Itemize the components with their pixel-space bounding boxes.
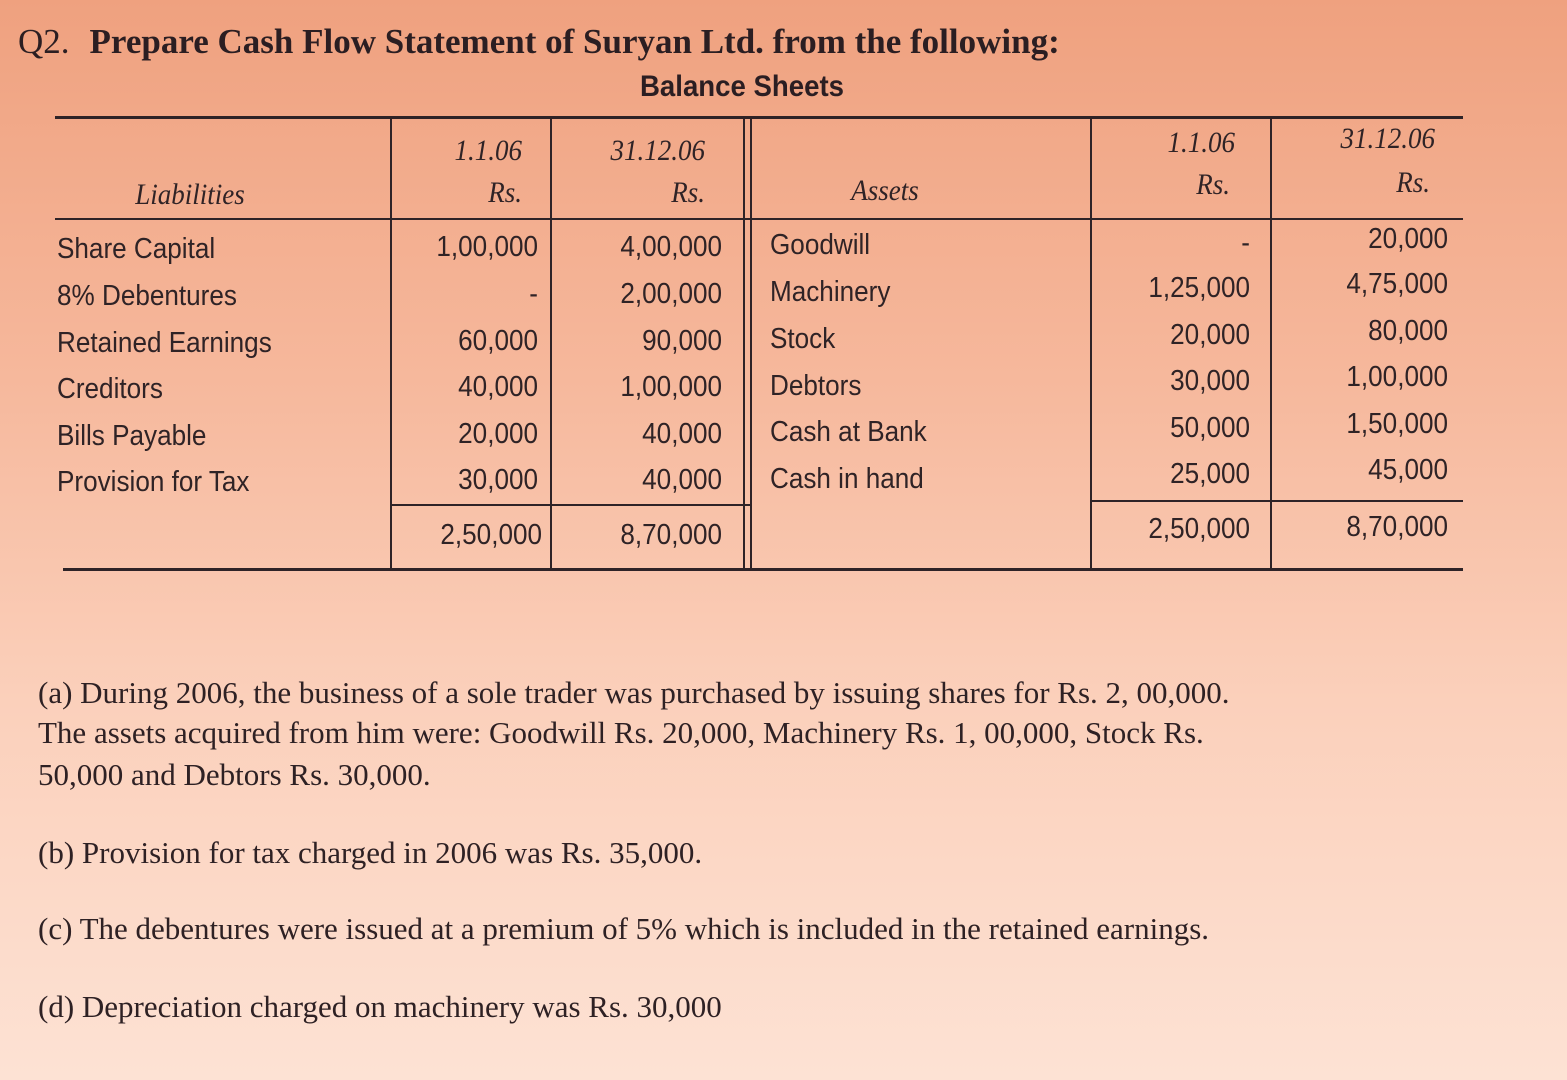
question-title bbox=[18, 22, 1060, 62]
balance-sheet-heading: Balance Sheets bbox=[640, 70, 845, 103]
question-number: Q2. bbox=[18, 22, 70, 61]
col-divider-4 bbox=[1090, 118, 1092, 570]
asset-v2-cash-hand: 45,000 bbox=[1368, 454, 1448, 486]
liab-col2-unit: Rs. bbox=[671, 176, 705, 209]
asset-v1-stock: 20,000 bbox=[1170, 319, 1250, 351]
asset-col1-date: 1.1.06 bbox=[1167, 126, 1235, 159]
liab-total-v1: 2,50,000 bbox=[440, 519, 542, 551]
note-b: (b) Provision for tax charged in 2006 was Rs. 35,000. bbox=[38, 835, 703, 870]
liabilities-header: Liabilities bbox=[135, 178, 245, 211]
asset-v1-machinery: 1,25,000 bbox=[1148, 272, 1250, 304]
asset-v1-debtors: 30,000 bbox=[1170, 365, 1250, 397]
asset-total-v2: 8,70,000 bbox=[1346, 511, 1448, 543]
asset-v2-goodwill: 20,000 bbox=[1368, 223, 1448, 255]
liab-total-v2: 8,70,000 bbox=[620, 519, 722, 551]
asset-v2-debtors: 1,00,000 bbox=[1346, 361, 1448, 393]
table-bottom-rule bbox=[63, 568, 1463, 571]
liab-v1-share-capital: 1,00,000 bbox=[436, 231, 538, 263]
asset-total-v1: 2,50,000 bbox=[1148, 513, 1250, 545]
note-d: (d) Depreciation charged on machinery was Rs. 30,000 bbox=[38, 989, 722, 1024]
liab-name-bills-payable: Bills Payable bbox=[57, 420, 207, 452]
col-divider-3a bbox=[743, 118, 745, 570]
asset-v2-cash-bank: 1,50,000 bbox=[1346, 408, 1448, 440]
header-rule bbox=[55, 218, 1463, 220]
balance-sheet-table bbox=[55, 102, 1463, 572]
liab-v2-retained-earnings: 90,000 bbox=[642, 325, 722, 357]
liab-name-retained-earnings: Retained Earnings bbox=[57, 327, 272, 359]
liab-total-rule bbox=[390, 504, 750, 506]
asset-v2-stock: 80,000 bbox=[1368, 315, 1448, 347]
col-divider-3b bbox=[750, 118, 752, 570]
asset-name-debtors: Debtors bbox=[770, 370, 862, 402]
asset-name-goodwill: Goodwill bbox=[770, 229, 871, 261]
liab-name-provision-tax: Provision for Tax bbox=[57, 466, 250, 498]
table-top-rule bbox=[55, 116, 1463, 119]
liab-v2-share-capital: 4,00,000 bbox=[620, 231, 722, 263]
liab-name-share-capital: Share Capital bbox=[57, 233, 216, 265]
liab-v1-bills-payable: 20,000 bbox=[458, 418, 538, 450]
note-a-line3: 50,000 and Debtors Rs. 30,000. bbox=[38, 757, 431, 792]
asset-col2-date: 31.12.06 bbox=[1340, 122, 1435, 155]
asset-name-machinery: Machinery bbox=[770, 276, 891, 308]
liab-v1-creditors: 40,000 bbox=[458, 371, 538, 403]
asset-col2-unit: Rs. bbox=[1396, 166, 1430, 199]
asset-v2-machinery: 4,75,000 bbox=[1346, 268, 1448, 300]
liab-v2-provision-tax: 40,000 bbox=[642, 464, 722, 496]
liab-v2-debentures: 2,00,000 bbox=[620, 278, 722, 310]
asset-v1-goodwill: - bbox=[1241, 227, 1250, 259]
note-a-line2: The assets acquired from him were: Goodwill Rs. 20,000, Machinery Rs. 1, 00,000, Stock Rs. bbox=[38, 715, 1204, 750]
liab-v2-bills-payable: 40,000 bbox=[642, 418, 722, 450]
note-c: (c) The debentures were issued at a premium of 5% which is included in the retained earnings. bbox=[38, 911, 1210, 946]
liab-col2-date: 31.12.06 bbox=[610, 134, 705, 167]
note-a-line1: (a) During 2006, the business of a sole trader was purchased by issuing shares for Rs. 2, 00,000. bbox=[38, 675, 1230, 710]
liab-v1-debentures: - bbox=[529, 278, 538, 310]
col-divider-2 bbox=[550, 118, 552, 570]
liab-col1-unit: Rs. bbox=[488, 176, 522, 209]
liab-col1-date: 1.1.06 bbox=[454, 134, 522, 167]
asset-name-cash-bank: Cash at Bank bbox=[770, 416, 927, 448]
liab-v1-provision-tax: 30,000 bbox=[458, 464, 538, 496]
liab-v1-retained-earnings: 60,000 bbox=[458, 325, 538, 357]
liab-name-creditors: Creditors bbox=[57, 373, 163, 405]
col-divider-5 bbox=[1270, 118, 1272, 570]
asset-name-cash-hand: Cash in hand bbox=[770, 463, 924, 495]
liab-name-debentures: 8% Debentures bbox=[57, 280, 237, 312]
question-text: Prepare Cash Flow Statement of Suryan Ltd. from the following: bbox=[89, 22, 1060, 61]
assets-header: Assets bbox=[851, 174, 919, 207]
asset-v1-cash-bank: 50,000 bbox=[1170, 412, 1250, 444]
asset-col1-unit: Rs. bbox=[1196, 168, 1230, 201]
liab-v2-creditors: 1,00,000 bbox=[620, 371, 722, 403]
asset-total-rule bbox=[1090, 500, 1463, 502]
col-divider-1 bbox=[390, 118, 392, 570]
asset-name-stock: Stock bbox=[770, 323, 836, 355]
asset-v1-cash-hand: 25,000 bbox=[1170, 458, 1250, 490]
